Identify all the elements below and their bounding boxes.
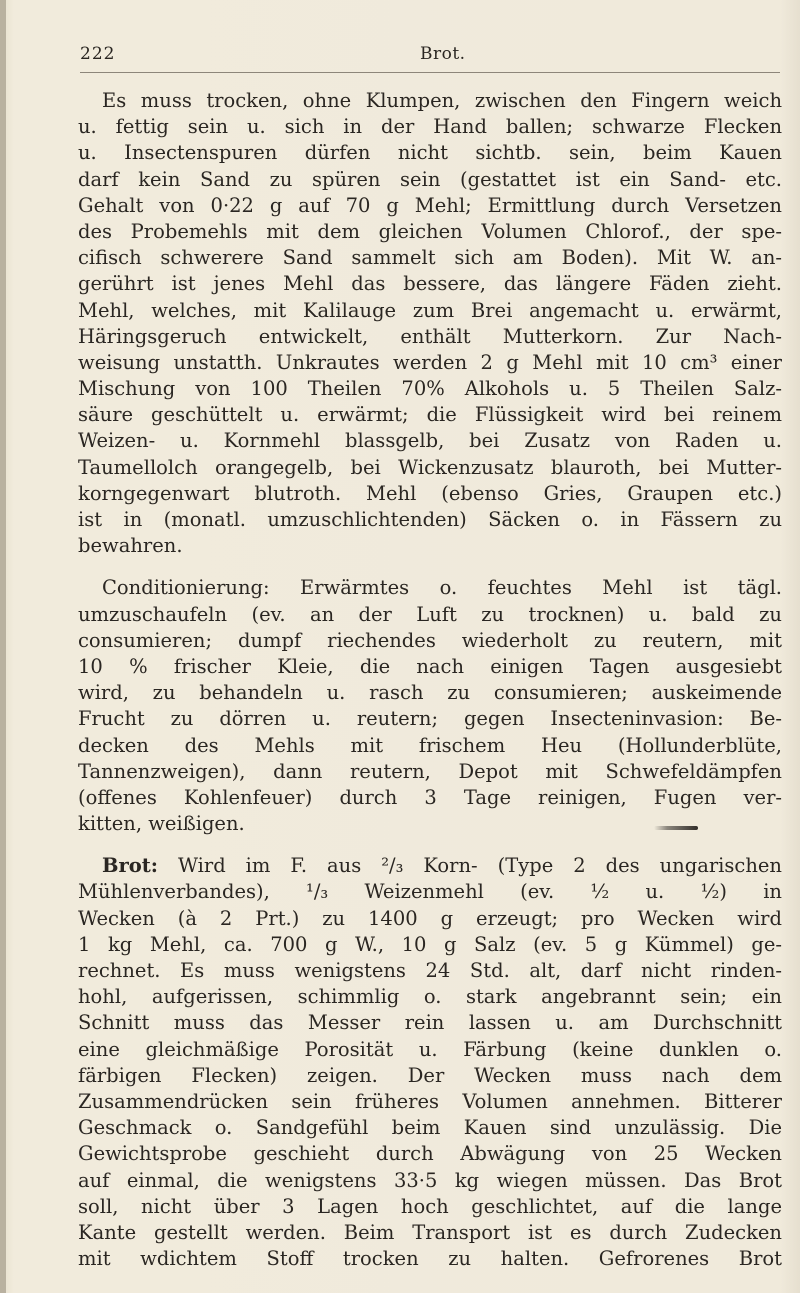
- paragraph-brot: [78, 853, 782, 1272]
- text-line: [78, 853, 782, 879]
- page-spine-edge: [0, 0, 6, 1293]
- text-line: Es muss trocken, ohne Klumpen, zwischen den Fingern weich: [102, 89, 782, 112]
- text-line: Frucht zu dörren u. reutern; gegen Insecteninvasion: Be-: [78, 707, 782, 731]
- paragraph-flour-quality: [78, 88, 782, 559]
- entry-lead-word: Brot:: [102, 854, 158, 878]
- text-line: Gewichtsprobe geschieht durch Abwägung von 25 Wecken: [78, 1142, 782, 1166]
- text-line: consumieren; dumpf riechendes wiederholt zu reutern, mit: [78, 628, 782, 652]
- text-line: Kante gestellt werden. Beim Transport ist es durch Zudecken: [78, 1220, 782, 1244]
- text-line: u. Insectenspuren dürfen nicht sichtb. sein, beim Kauen: [78, 141, 782, 165]
- running-head: Brot.: [420, 44, 466, 64]
- text-line: cifisch schwerere Sand sammelt sich am Boden). Mit W. an-: [78, 246, 782, 270]
- text-line: des Probemehls mit dem gleichen Volumen Chlorof., der spe-: [78, 219, 782, 243]
- text-line: auf einmal, die wenigstens 33·5 kg wiegen müssen. Das Brot: [78, 1168, 782, 1192]
- paragraph-gap: [78, 837, 782, 853]
- text-line: rechnet. Es muss wenigstens 24 Std. alt, darf nicht rinden-: [78, 959, 782, 982]
- text-line: u. fettig sein u. sich in der Hand ballen; schwarze Flecken: [78, 115, 782, 139]
- text-line: Wecken (à 2 Prt.) zu 1400 g erzeugt; pro Wecken wird: [78, 906, 782, 930]
- text-line: Geschmack o. Sandgefühl beim Kauen sind unzulässig. Die: [78, 1116, 782, 1140]
- page-number: 222: [80, 44, 116, 64]
- text-line: kitten, weißigen.: [78, 812, 245, 836]
- text-line: färbigen Flecken) zeigen. Der Wecken muss nach dem: [78, 1063, 782, 1087]
- page-header: [80, 42, 780, 73]
- text-line: darf kein Sand zu spüren sein (gestattet ist ein Sand- etc.: [78, 167, 782, 191]
- text-line: hohl, aufgerissen, schimmlig o. stark angebrannt sein; ein: [78, 985, 782, 1009]
- text-line: 1 kg Mehl, ca. 700 g W., 10 g Salz (ev. 5 g Kümmel) ge-: [78, 932, 782, 956]
- text-line: säure geschüttelt u. erwärmt; die Flüssigkeit wird bei reinem: [78, 403, 782, 427]
- paragraph-gap: [78, 559, 782, 575]
- text-line: mit wdichtem Stoff trocken zu halten. Gefrorenes Brot: [78, 1247, 782, 1271]
- text-line: bewahren.: [78, 534, 183, 558]
- text-line: (offenes Kohlenfeuer) durch 3 Tage reinigen, Fugen ver-: [78, 785, 782, 809]
- text-line: Gehalt von 0·22 g auf 70 g Mehl; Ermittlung durch Versetzen: [78, 193, 782, 217]
- body-text: [78, 88, 782, 1272]
- text-line: Mühlenverbandes), ¹/₃ Weizenmehl (ev. ½ u. ½) in: [78, 880, 782, 904]
- text-line: gerührt ist jenes Mehl das bessere, das längere Fäden zieht.: [78, 272, 782, 296]
- text-line: weisung unstatth. Unkrautes werden 2 g Mehl mit 10 cm³ einer: [78, 350, 782, 374]
- ink-mark: [654, 826, 698, 830]
- text-line: ist in (monatl. umzuschlichtenden) Säcken o. in Fässern zu: [78, 508, 782, 531]
- text-line: Conditionierung: Erwärmtes o. feuchtes Mehl ist tägl.: [102, 576, 782, 600]
- text-line: eine gleichmäßige Porosität u. Färbung (keine dunklen o.: [78, 1037, 782, 1061]
- text-line: Tannenzweigen), dann reutern, Depot mit Schwefeldämpfen: [78, 759, 782, 783]
- text-line: Mischung von 100 Theilen 70% Alkohols u. 5 Theilen Salz-: [78, 377, 782, 401]
- text-line: korngegenwart blutroth. Mehl (ebenso Gries, Graupen etc.): [78, 481, 782, 505]
- text-line: Weizen- u. Kornmehl blassgelb, bei Zusatz von Raden u.: [78, 429, 782, 453]
- text-line: Schnitt muss das Messer rein lassen u. am Durchschnitt: [78, 1011, 782, 1035]
- text-line: Zusammendrücken sein früheres Volumen annehmen. Bitterer: [78, 1089, 782, 1113]
- text-line: Mehl, welches, mit Kalilauge zum Brei angemacht u. erwärmt,: [78, 298, 782, 322]
- paragraph-conditionierung: [78, 575, 782, 837]
- text-line-rest: Wird im F. aus ²/₃ Korn- (Type 2 des ungarischen: [157, 854, 782, 878]
- text-line: Häringsgeruch entwickelt, enthält Mutterkorn. Zur Nach-: [78, 324, 782, 348]
- text-line: Taumellolch orangegelb, bei Wickenzusatz blauroth, bei Mutter-: [78, 455, 782, 479]
- text-line: umzuschaufeln (ev. an der Luft zu trocknen) u. bald zu: [78, 602, 782, 626]
- text-line: decken des Mehls mit frischem Heu (Hollunderblüte,: [78, 733, 782, 757]
- text-line: 10 % frischer Kleie, die nach einigen Tagen ausgesiebt: [78, 654, 782, 678]
- text-line: soll, nicht über 3 Lagen hoch geschlichtet, auf die lange: [78, 1194, 782, 1218]
- text-line: wird, zu behandeln u. rasch zu consumieren; auskeimende: [78, 681, 782, 705]
